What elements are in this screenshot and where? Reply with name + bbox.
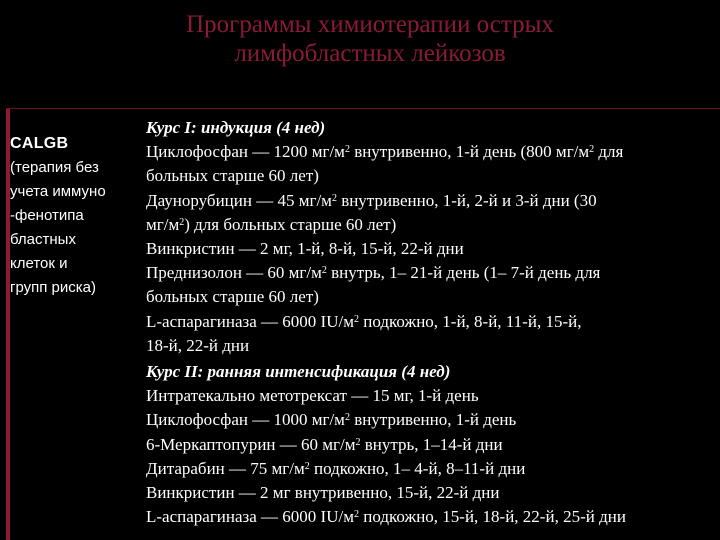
course-2-line: Дитарабин — 75 $мг/м^2$ подкожно, 1– 4-й, 8–11-й дни bbox=[146, 458, 526, 478]
course-1-line: Даунорубицин — 45 $мг/м^2$ внутривенно, 1-й, 2-й и 3-й дни (30 bbox=[146, 190, 597, 210]
course-1-line: Преднизолон — 60 $мг/м^2$ внутрь, 1– 21-й день (1– 7-й день для bbox=[146, 263, 601, 283]
regimen-note-line: учета иммуно bbox=[10, 183, 106, 200]
course-1-line: 18-й, 22-й дни bbox=[146, 335, 250, 355]
course-1-line: больных старше 60 лет) bbox=[146, 287, 319, 307]
title-line-2: лимфобластных лейкозов bbox=[234, 40, 506, 67]
slide-title bbox=[120, 10, 620, 68]
course-1-heading: Курс I: индукция (4 нед) bbox=[146, 118, 326, 137]
course-1-line: больных старше 60 лет) bbox=[146, 166, 319, 186]
title-line-1: Программы химиотерапии острых bbox=[186, 11, 554, 38]
regimen-note-line: -фенотипа bbox=[10, 207, 84, 224]
regimen-note-line: (терапия без bbox=[10, 159, 99, 176]
course-2-line: 6-Меркаптопурин — 60 $мг/м^2$ внутрь, 1–14-й дни bbox=[146, 434, 503, 454]
course-2-line: L-аспарагиназа — 6000 $IU/м^2$ подкожно, 15-й, 18-й, 22-й, 25-й дни bbox=[146, 507, 626, 527]
top-divider-line bbox=[6, 108, 720, 109]
regimen-note-line: клеток и bbox=[10, 255, 68, 272]
course-1-line: Циклофосфан — 1200 $мг/м^2$ внутривенно, 1-й день (800 $мг/м^2$ для bbox=[146, 142, 624, 162]
course-1-line: L-аспарагиназа — 6000 $IU/м^2$ подкожно, 1-й, 8-й, 11-й, 15-й, bbox=[146, 311, 582, 331]
regimen-note-line: групп риска) bbox=[10, 279, 97, 296]
course-1-line: Винкристин — 2 мг, 1-й, 8-й, 15-й, 22-й дни bbox=[146, 239, 464, 259]
course-2-line: Винкристин — 2 мг внутривенно, 15-й, 22-й дни bbox=[146, 483, 500, 503]
course-2-line: Интратекально метотрексат — 15 мг, 1-й день bbox=[146, 386, 479, 406]
course-2-heading: Курс II: ранняя интенсификация (4 нед) bbox=[146, 362, 451, 382]
course-1-line: $мг/м^2$) для больных старше 60 лет) bbox=[146, 214, 397, 234]
regimen-name: CALGB bbox=[10, 135, 69, 152]
regimen-details bbox=[146, 116, 720, 529]
regimen-note-line: бластных bbox=[10, 231, 76, 248]
regimen-label bbox=[10, 132, 146, 300]
course-2-line: Циклофосфан — 1000 $мг/м^2$ внутривенно, 1-й день bbox=[146, 410, 517, 430]
